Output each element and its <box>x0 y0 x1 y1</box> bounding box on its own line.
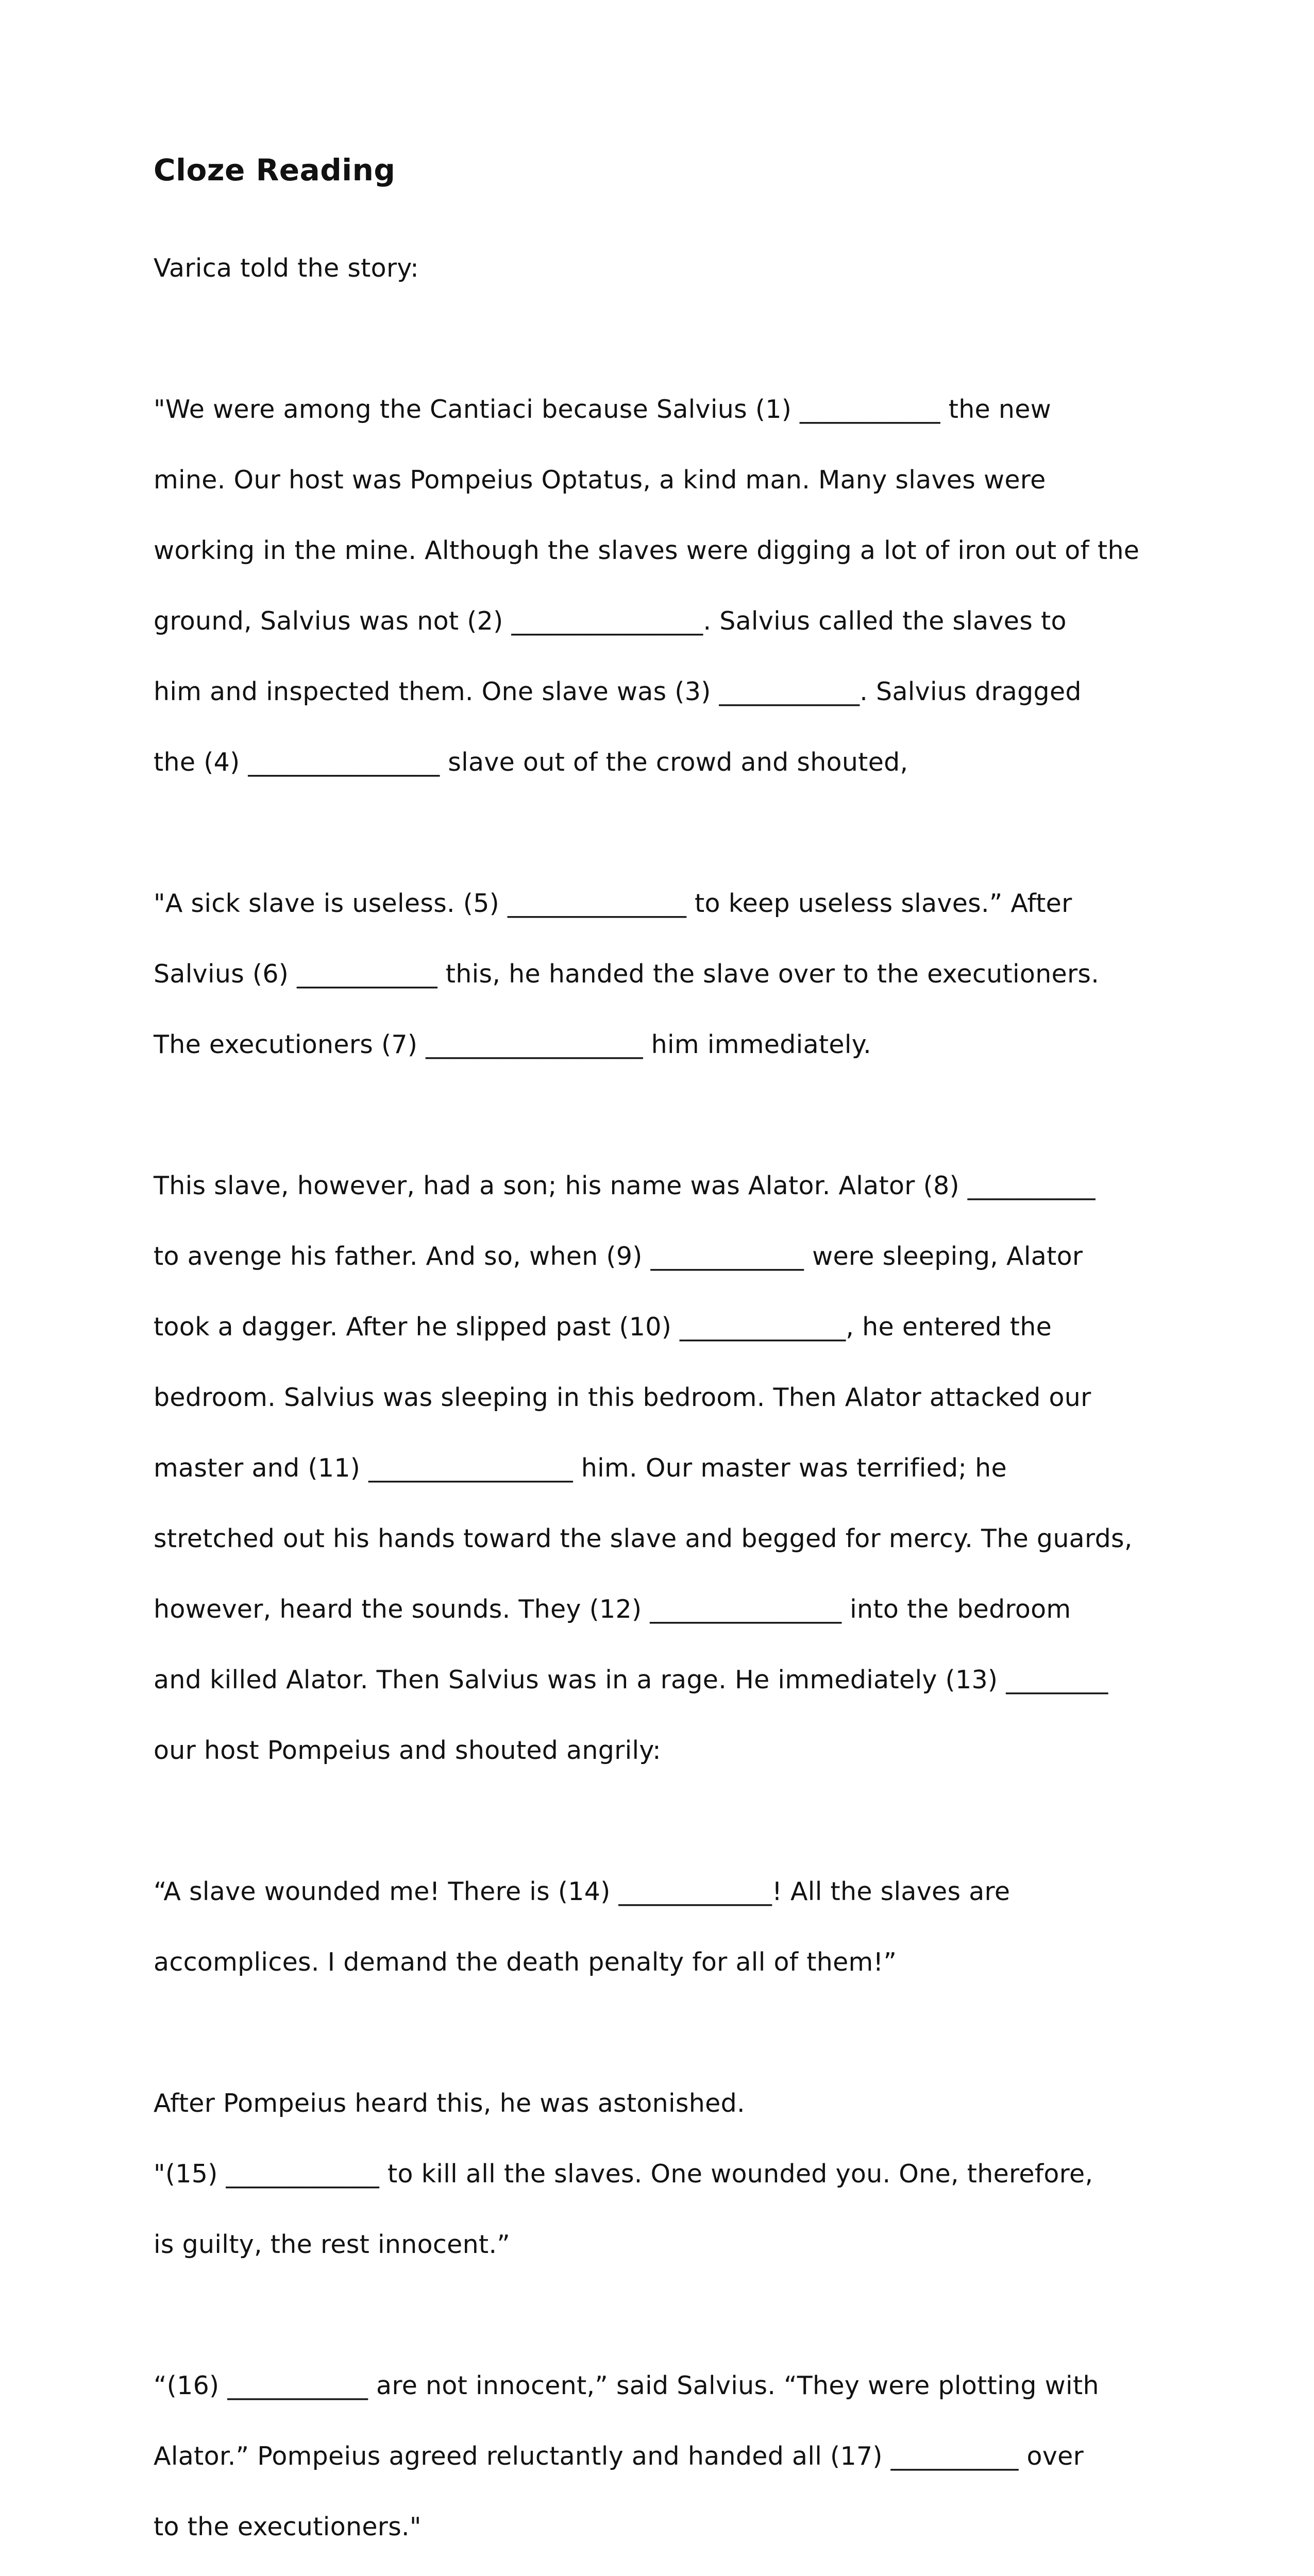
text-line: is guilty, the rest innocent.” <box>154 2229 511 2259</box>
text-line: to the executioners." <box>154 2512 422 2541</box>
text-line: Varica told the story: <box>154 253 419 283</box>
paragraph-2 <box>154 851 1179 1098</box>
text-line: to avenge his father. And so, when (9) ____________ were sleeping, Alator <box>154 1241 1083 1271</box>
paragraph-4 <box>154 1839 1179 2015</box>
text-line: Alator.” Pompeius agreed reluctantly and handed all (17) __________ over <box>154 2441 1084 2471</box>
text-line: our host Pompeius and shouted angrily: <box>154 1735 661 1765</box>
text-line: master and (11) ________________ him. Our master was terrified; he <box>154 1453 1007 1483</box>
text-line: stretched out his hands toward the slave and begged for mercy. The guards, <box>154 1523 1133 1553</box>
worksheet-page <box>154 149 1179 2576</box>
text-line: This slave, however, had a son; his name was Alator. Alator (8) __________ <box>154 1171 1096 1200</box>
text-line: "We were among the Cantiaci because Salvius (1) ___________ the new <box>154 394 1052 424</box>
text-line: “(16) ___________ are not innocent,” said Salvius. “They were plotting with <box>154 2370 1099 2400</box>
text-line: the (4) _______________ slave out of the crowd and shouted, <box>154 747 908 777</box>
paragraph-6 <box>154 2333 1179 2576</box>
text-line: however, heard the sounds. They (12) _______________ into the bedroom <box>154 1594 1071 1624</box>
text-line: Salvius (6) ___________ this, he handed the slave over to the executioners. <box>154 959 1100 989</box>
text-line: "A sick slave is useless. (5) ______________ to keep useless slaves.” After <box>154 888 1072 918</box>
text-line: bedroom. Salvius was sleeping in this bedroom. Then Alator attacked our <box>154 1382 1091 1412</box>
text-line: ground, Salvius was not (2) _______________. Salvius called the slaves to <box>154 606 1067 636</box>
paragraph-3 <box>154 1133 1179 1804</box>
paragraph-5 <box>154 2050 1179 2298</box>
text-line: and killed Alator. Then Salvius was in a rage. He immediately (13) ________ <box>154 1665 1108 1694</box>
text-line: working in the mine. Although the slaves were digging a lot of iron out of the <box>154 535 1140 565</box>
text-line: After Pompeius heard this, he was astonished. <box>154 2088 745 2118</box>
text-line: “A slave wounded me! There is (14) ____________! All the slaves are <box>154 1876 1010 1906</box>
text-line: took a dagger. After he slipped past (10) _____________, he entered the <box>154 1312 1052 1342</box>
paragraph-1 <box>154 357 1179 816</box>
text-line: The executioners (7) _________________ him immediately. <box>154 1029 871 1059</box>
page-title: Cloze Reading <box>154 152 396 188</box>
text-line: him and inspected them. One slave was (3) ___________. Salvius dragged <box>154 676 1082 706</box>
paragraph-intro <box>154 215 1179 321</box>
text-line: accomplices. I demand the death penalty for all of them!” <box>154 1947 897 1977</box>
text-line: mine. Our host was Pompeius Optatus, a kind man. Many slaves were <box>154 465 1046 495</box>
text-line: "(15) ____________ to kill all the slaves. One wounded you. One, therefore, <box>154 2159 1093 2189</box>
